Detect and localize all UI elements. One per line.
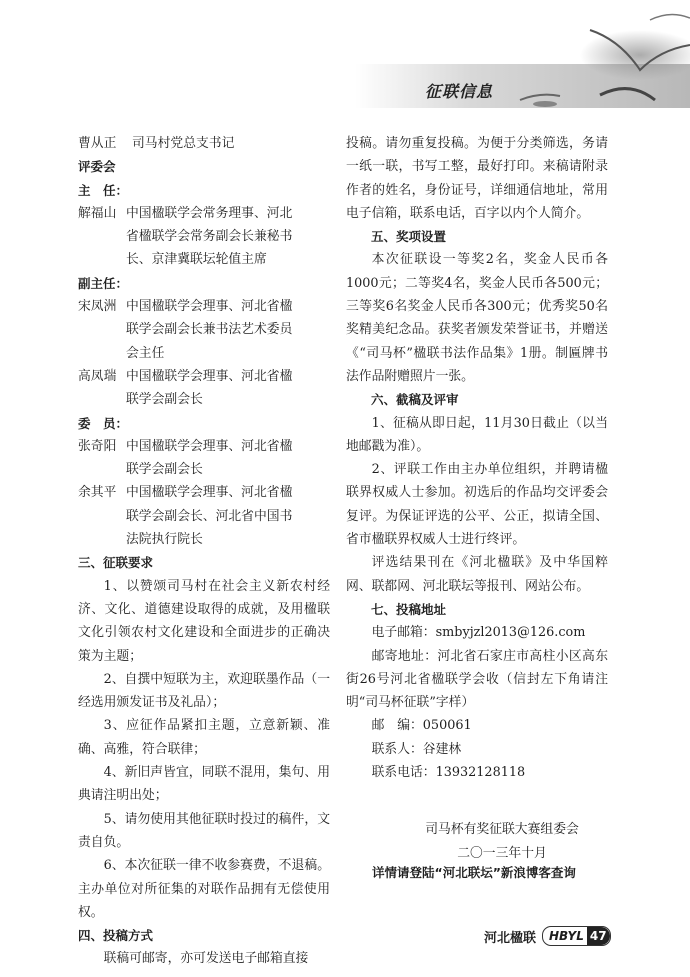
member2-name: 余其平 [78, 485, 117, 501]
member-label: 委 员： [78, 415, 129, 431]
award-text: 本次征联设一等奖2名，奖金人民币各1000元；二等奖4名，奖金人民币各500元；三等奖6名奖金人民币各300元；优秀奖50名奖精美纪念品。获奖者颁发荣誉证书，并赠送《“司马杯”楹联书法作品集》1册。制匾牌书法作品附赠照片一张。 [346, 252, 608, 384]
role-line: 中国楹联学会常务理事、河北 [126, 205, 293, 221]
vice1-row [78, 295, 330, 365]
role-line: 联学会副会长 [126, 462, 203, 478]
vice-label: 副主任： [78, 275, 129, 291]
requirement-item: 2、自撰中短联为主，欢迎联墨作品（一经选用颁发证书及礼品）； [78, 671, 330, 711]
blog-note: 详情请登陆“河北联坛”新浪博客查询 [372, 865, 576, 880]
role-line: 会主任 [126, 345, 165, 361]
method-title: 四、投稿方式 [78, 928, 154, 944]
role-line: 中国楹联学会理事、河北省楹 [126, 485, 293, 501]
phone-line: 联系电话：13932128118 [371, 765, 526, 781]
role-line: 长、京津冀联坛轮值主席 [126, 252, 267, 268]
deadline-title: 六、截稿及评审 [371, 392, 459, 408]
role-line: 中国楹联学会理事、河北省楹 [126, 368, 293, 384]
vice2-name: 高凤瑞 [78, 368, 117, 384]
issue-date: 二〇一三年十月 [457, 845, 547, 861]
magazine-name: 河北楹联 [484, 930, 537, 946]
role-line: 中国楹联学会理事、河北省楹 [126, 438, 293, 454]
role-line: 联学会副会长、河北省中国书 [126, 508, 293, 524]
left-column [78, 132, 330, 971]
deadline-item: 2、评联工作由主办单位组织，并聘请楹联界权威人士参加。初选后的作品均交评委会复评。为保证评选的公平、公正，拟请全国、省市楹联界权威人士进行终评。 [346, 462, 608, 548]
requirement-item: 6、本次征联一律不收参赛费，不退稿。主办单位对所征集的对联作品拥有无偿使用权。 [78, 858, 330, 920]
member2-role [126, 481, 330, 551]
deadline-item: 评选结果刊在《河北楹联》及中华国粹网、联都网、河北联坛等报刊、网站公布。 [346, 555, 608, 594]
intro-name: 曹从正 [78, 136, 117, 151]
spacer [346, 784, 608, 818]
requirement-item: 1、以赞颂司马村在社会主义新农村经济、文化、道德建设取得的成就，及用楹联文化引领农村文化建设和全面进步的正确决策为主题； [78, 578, 330, 664]
method-continued: 投稿。请勿重复投稿。为便于分类筛选，务请一纸一联，书写工整，最好打印。来稿请附录作者的姓名，身份证号，详细通信地址，常用电子信箱，联系电话，百字以内个人简介。 [346, 136, 608, 221]
postcode-line: 邮 编：050061 [371, 718, 472, 734]
contact-line: 联系人：谷建林 [371, 741, 462, 757]
member1-role [126, 435, 330, 482]
page-footer [484, 926, 611, 946]
vice2-role [126, 365, 330, 412]
section-title: 征联信息 [425, 82, 494, 101]
role-line: 联学会副会长兼书法艺术委员 [126, 322, 293, 338]
organizer: 司马杯有奖征联大赛组委会 [425, 822, 579, 838]
magazine-abbr: HBYL [549, 929, 584, 943]
magazine-badge [542, 926, 611, 946]
page-number: 47 [587, 927, 610, 945]
right-column [346, 132, 608, 865]
director-row [78, 202, 330, 272]
ink-wash-banner [0, 0, 690, 125]
page-header [0, 0, 690, 125]
email-line: 电子邮箱：smbyjzl2013@126.com [371, 625, 586, 641]
intro-row [78, 132, 330, 155]
deadline-item: 1、征稿从即日起，11月30日截止（以当地邮戳为准）。 [346, 415, 608, 454]
vice1-role [126, 295, 330, 365]
award-title: 五、奖项设置 [371, 229, 447, 245]
requirements-title: 三、征联要求 [78, 555, 154, 571]
role-line: 联学会副会长 [126, 392, 203, 408]
method-text: 联稿可邮寄，亦可发送电子邮箱直接 [103, 951, 309, 967]
role-line: 省楹联学会常务副会长兼秘书 [126, 229, 293, 245]
requirement-item: 4、新旧声皆宜，同联不混用，集句、用典请注明出处； [78, 765, 330, 804]
vice1-name: 宋凤洲 [78, 299, 117, 315]
director-role [126, 202, 330, 272]
member1-name: 张奇阳 [78, 438, 117, 454]
mail-address: 邮寄地址：河北省石家庄市高柱小区高东街26号河北省楹联学会收（信封左下角请注明“司马杯征联”字样） [346, 648, 608, 711]
director-name: 解福山 [78, 205, 117, 221]
vice2-row [78, 365, 330, 412]
role-line: 法院执行院长 [126, 532, 203, 548]
member1-row [78, 435, 330, 482]
role-line: 中国楹联学会理事、河北省楹 [126, 299, 293, 315]
requirement-item: 5、请勿使用其他征联时投过的稿件，文责自负。 [78, 811, 330, 850]
address-title: 七、投稿地址 [371, 601, 447, 617]
director-label: 主 任： [78, 182, 129, 198]
committee-title: 评委会 [78, 159, 116, 175]
intro-role: 司马村党总支书记 [132, 136, 235, 151]
requirement-item: 3、应征作品紧扣主题，立意新颖、准确、高雅，符合联律； [78, 718, 330, 757]
member2-row [78, 481, 330, 551]
